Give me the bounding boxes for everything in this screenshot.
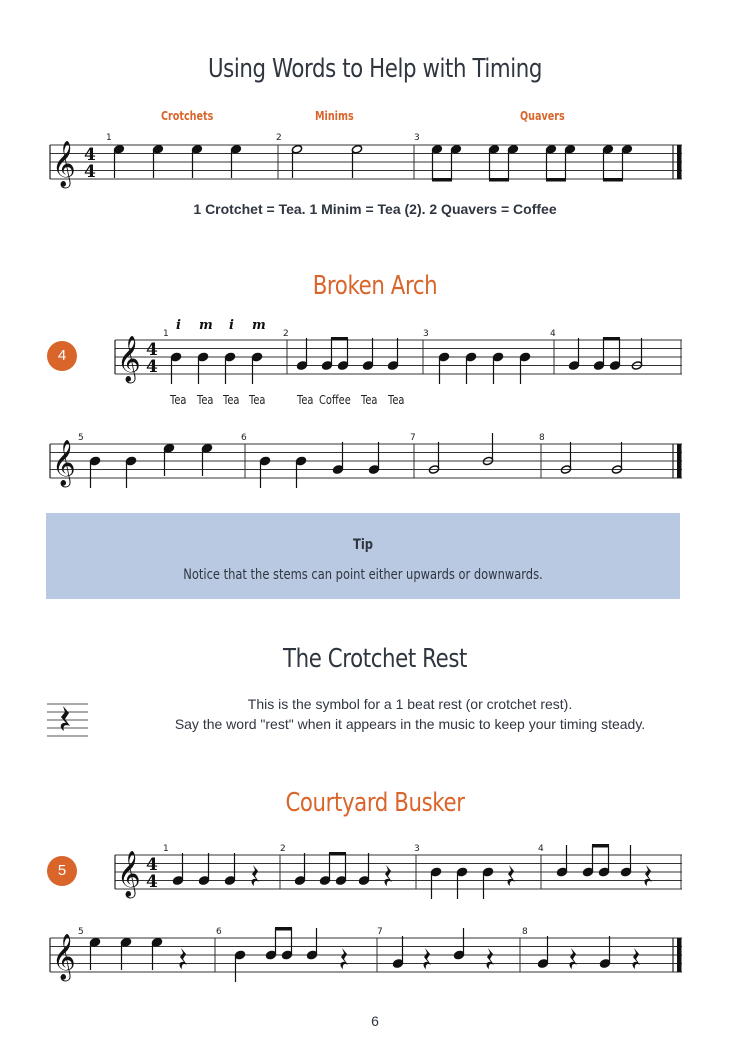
svg-text:4: 4 [84,162,96,182]
lyric-word: Tea [223,393,240,407]
staff-timing [50,141,682,189]
bar-number: 1 [163,329,169,339]
lyric-word: Tea [388,393,405,407]
lyric-word: Tea [197,393,214,407]
treble-clef-icon: 𝄞 [117,851,141,897]
label-minims: Minims [315,109,354,123]
svg-text:4: 4 [146,357,158,377]
tip-title: Tip [353,537,373,553]
svg-text:4: 4 [146,872,158,892]
bar-number: 8 [539,433,545,443]
treble-clef-icon: 𝄞 [52,141,76,187]
bar-number: 1 [106,133,112,143]
lyric-word: Tea [249,393,266,407]
fingering-mark: i [229,318,234,333]
timing-equation: 1 Crotchet = Tea. 1 Minim = Tea (2). 2 Quavers = Coffee [193,201,557,217]
bar-number: 8 [522,927,528,937]
bar-number: 3 [414,133,420,143]
bar-number: 5 [78,927,84,937]
lyric-word: Coffee [319,393,351,407]
bar-number: 7 [377,927,383,937]
bar-number: 2 [283,329,289,339]
section-title-timing: Using Words to Help with Timing [207,54,543,84]
tip-box [46,513,680,599]
staff-broken-arch-1 [115,336,682,384]
svg-text:4: 4 [84,145,96,165]
section-title-crotchet-rest: The Crotchet Rest [283,644,467,674]
tip-text: Notice that the stems can point either upwards or downwards. [183,567,543,583]
bar-number: 3 [414,844,420,854]
bar-number: 5 [78,433,84,443]
section-title-courtyard-busker: Courtyard Busker [285,788,465,818]
staff-broken-arch-2 [50,433,682,488]
crotchet-rest-icon [61,706,70,731]
bar-number: 4 [538,844,544,854]
section-title-broken-arch: Broken Arch [312,271,438,301]
crotchet-rest-example [47,704,88,736]
treble-clef-icon: 𝄞 [52,934,76,980]
label-quavers: Quavers [520,109,565,123]
exercise-number-badge: 5 [47,856,77,886]
svg-text:4: 4 [146,340,158,360]
fingering-mark: i [176,318,181,333]
treble-clef-icon: 𝄞 [52,440,76,486]
staff-courtyard-busker-2 [50,927,682,982]
lyric-word: Tea [361,393,378,407]
staff-courtyard-busker-1 [115,844,682,899]
rest-description-line-1: This is the symbol for a 1 beat rest (or crotchet rest). [247,696,573,712]
exercise-number-badge: 4 [47,341,77,371]
bar-number: 6 [216,927,222,937]
lyric-word: Tea [297,393,314,407]
rest-description-line-2: Say the word "rest" when it appears in the music to keep your timing steady. [174,716,646,732]
bar-number: 7 [410,433,416,443]
bar-number: 2 [280,844,286,854]
fingering-mark: m [199,318,213,333]
treble-clef-icon: 𝄞 [117,336,141,382]
page-number: 6 [371,1013,379,1029]
bar-number: 3 [423,329,429,339]
bar-number: 2 [276,133,282,143]
svg-text:4: 4 [146,855,158,875]
fingering-mark: m [252,318,266,333]
bar-number: 4 [550,329,556,339]
bar-number: 6 [241,433,247,443]
label-crotchets: Crotchets [161,109,214,123]
bar-number: 1 [163,844,169,854]
lyric-word: Tea [170,393,187,407]
